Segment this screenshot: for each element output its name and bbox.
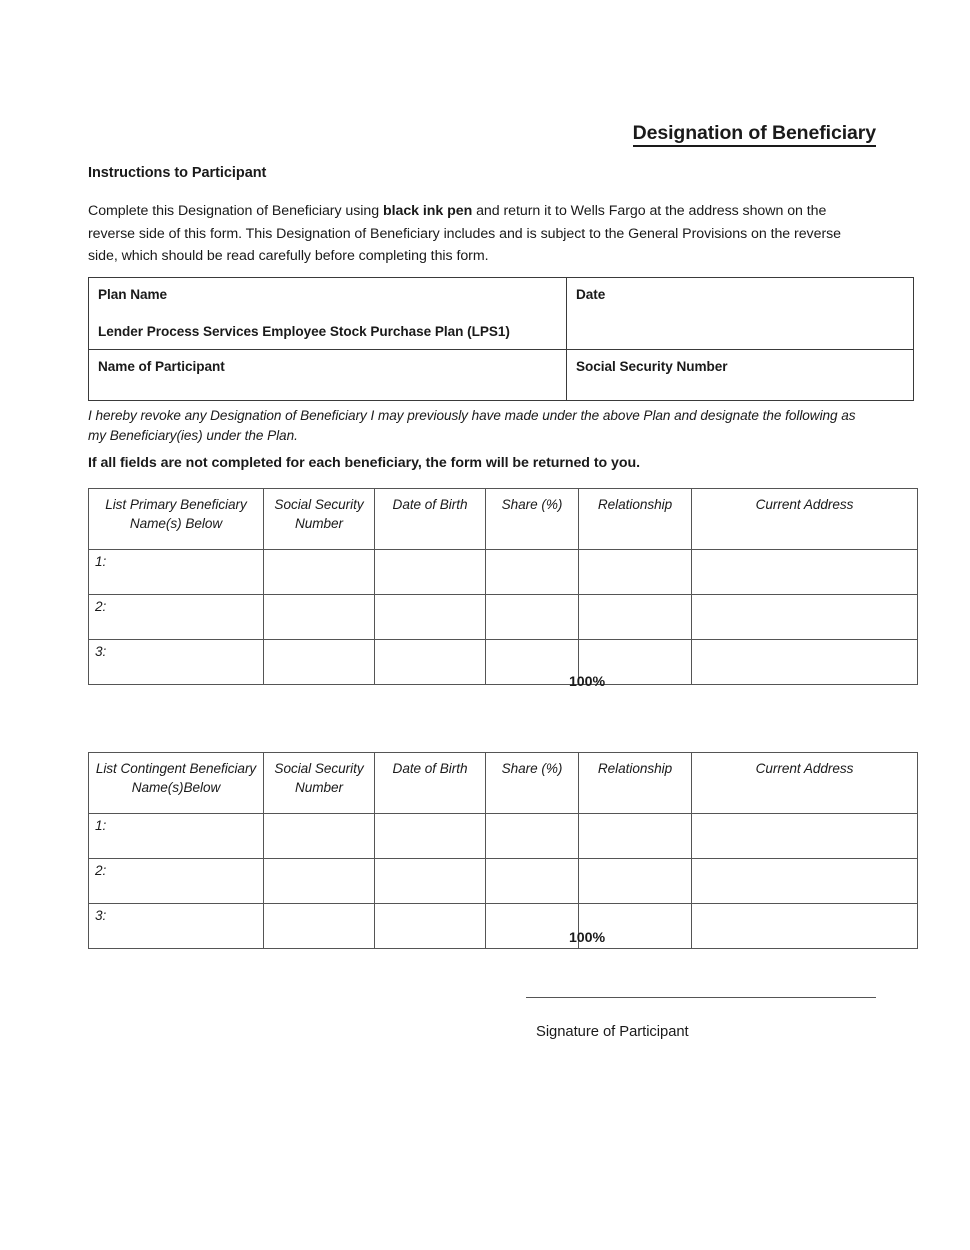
header-primary-name: List Primary Beneficiary Name(s) Below [89,489,264,550]
table-row [89,278,914,350]
table-row [89,350,914,401]
header-relationship: Relationship [579,489,692,550]
instructions-emphasis: black ink pen [382,203,473,219]
ssn-cell[interactable] [567,350,914,401]
primary-row-2-address[interactable] [692,595,918,640]
contingent-row-2-dob[interactable] [375,859,486,904]
plan-name-value: Lender Process Services Employee Stock Purchase Plan (LPS1) [98,324,510,339]
primary-beneficiary-table [88,488,918,685]
table-row [89,640,918,685]
participant-name-label: Name of Participant [98,359,225,374]
contingent-row-1-ssn[interactable] [264,814,375,859]
header-address: Current Address [692,489,918,550]
ssn-label: Social Security Number [576,359,728,374]
table-row [89,814,918,859]
header-share: Share (%) [486,489,579,550]
primary-row-2-ssn[interactable] [264,595,375,640]
header-share: Share (%) [486,753,579,814]
plan-name-cell[interactable] [89,278,567,350]
header-contingent-name: List Contingent Beneficiary Name(s)Below [89,753,264,814]
primary-row-1-dob[interactable] [375,550,486,595]
contingent-beneficiary-table [88,752,918,949]
title-row [88,122,876,147]
plan-info-table [88,277,914,401]
primary-row-1-name[interactable]: 1: [89,550,264,595]
revoke-statement: I hereby revoke any Designation of Beneficiary I may previously have made under the above Plan and designate the following as my Beneficiary(ies) under the Plan. [88,408,856,443]
primary-row-1-share[interactable] [486,550,579,595]
table-row [89,550,918,595]
table-row [89,859,918,904]
signature-line[interactable] [526,997,876,998]
table-header-row [89,753,918,814]
primary-row-1-address[interactable] [692,550,918,595]
contingent-row-1-address[interactable] [692,814,918,859]
instructions-text-part1: Complete this Designation of Beneficiary using [88,203,383,219]
primary-share-total: 100% [568,674,606,690]
plan-name-label: Plan Name [98,287,168,302]
header-dob: Date of Birth [375,489,486,550]
contingent-row-3-dob[interactable] [375,904,486,949]
primary-row-2-name[interactable]: 2: [89,595,264,640]
primary-row-1-relationship[interactable] [579,550,692,595]
table-header-row [89,489,918,550]
date-label: Date [576,287,606,302]
participant-name-cell[interactable] [89,350,567,401]
contingent-row-3-address[interactable] [692,904,918,949]
header-address: Current Address [692,753,918,814]
instructions-text-part2: and return it to Wells Fargo at the address shown on the reverse side of this form. This Designation of Beneficiary includes and is subject to the General Provisions on the reverse side, which should be read carefully before completing this form. [88,203,842,264]
primary-row-3-name[interactable]: 3: [89,640,264,685]
primary-row-2-share[interactable] [486,595,579,640]
contingent-row-3-name[interactable]: 3: [89,904,264,949]
contingent-row-1-name[interactable]: 1: [89,814,264,859]
contingent-row-2-ssn[interactable] [264,859,375,904]
instructions-heading: Instructions to Participant [88,165,267,181]
completion-warning: If all fields are not completed for each beneficiary, the form will be returned to you. [88,455,640,471]
primary-row-2-relationship[interactable] [579,595,692,640]
contingent-row-1-relationship[interactable] [579,814,692,859]
contingent-row-1-share[interactable] [486,814,579,859]
contingent-row-3-ssn[interactable] [264,904,375,949]
page-title: Designation of Beneficiary [633,122,876,147]
date-cell[interactable] [567,278,914,350]
primary-row-3-dob[interactable] [375,640,486,685]
contingent-row-2-name[interactable]: 2: [89,859,264,904]
table-row [89,595,918,640]
contingent-row-2-share[interactable] [486,859,579,904]
instructions-paragraph [88,200,868,268]
signature-label: Signature of Participant [536,1024,689,1040]
header-relationship: Relationship [579,753,692,814]
contingent-row-1-dob[interactable] [375,814,486,859]
header-dob: Date of Birth [375,753,486,814]
table-row [89,904,918,949]
contingent-row-2-address[interactable] [692,859,918,904]
primary-row-2-dob[interactable] [375,595,486,640]
contingent-share-total: 100% [568,930,606,946]
primary-row-3-address[interactable] [692,640,918,685]
header-ssn: Social Security Number [264,753,375,814]
primary-row-3-ssn[interactable] [264,640,375,685]
contingent-row-2-relationship[interactable] [579,859,692,904]
header-ssn: Social Security Number [264,489,375,550]
primary-row-1-ssn[interactable] [264,550,375,595]
